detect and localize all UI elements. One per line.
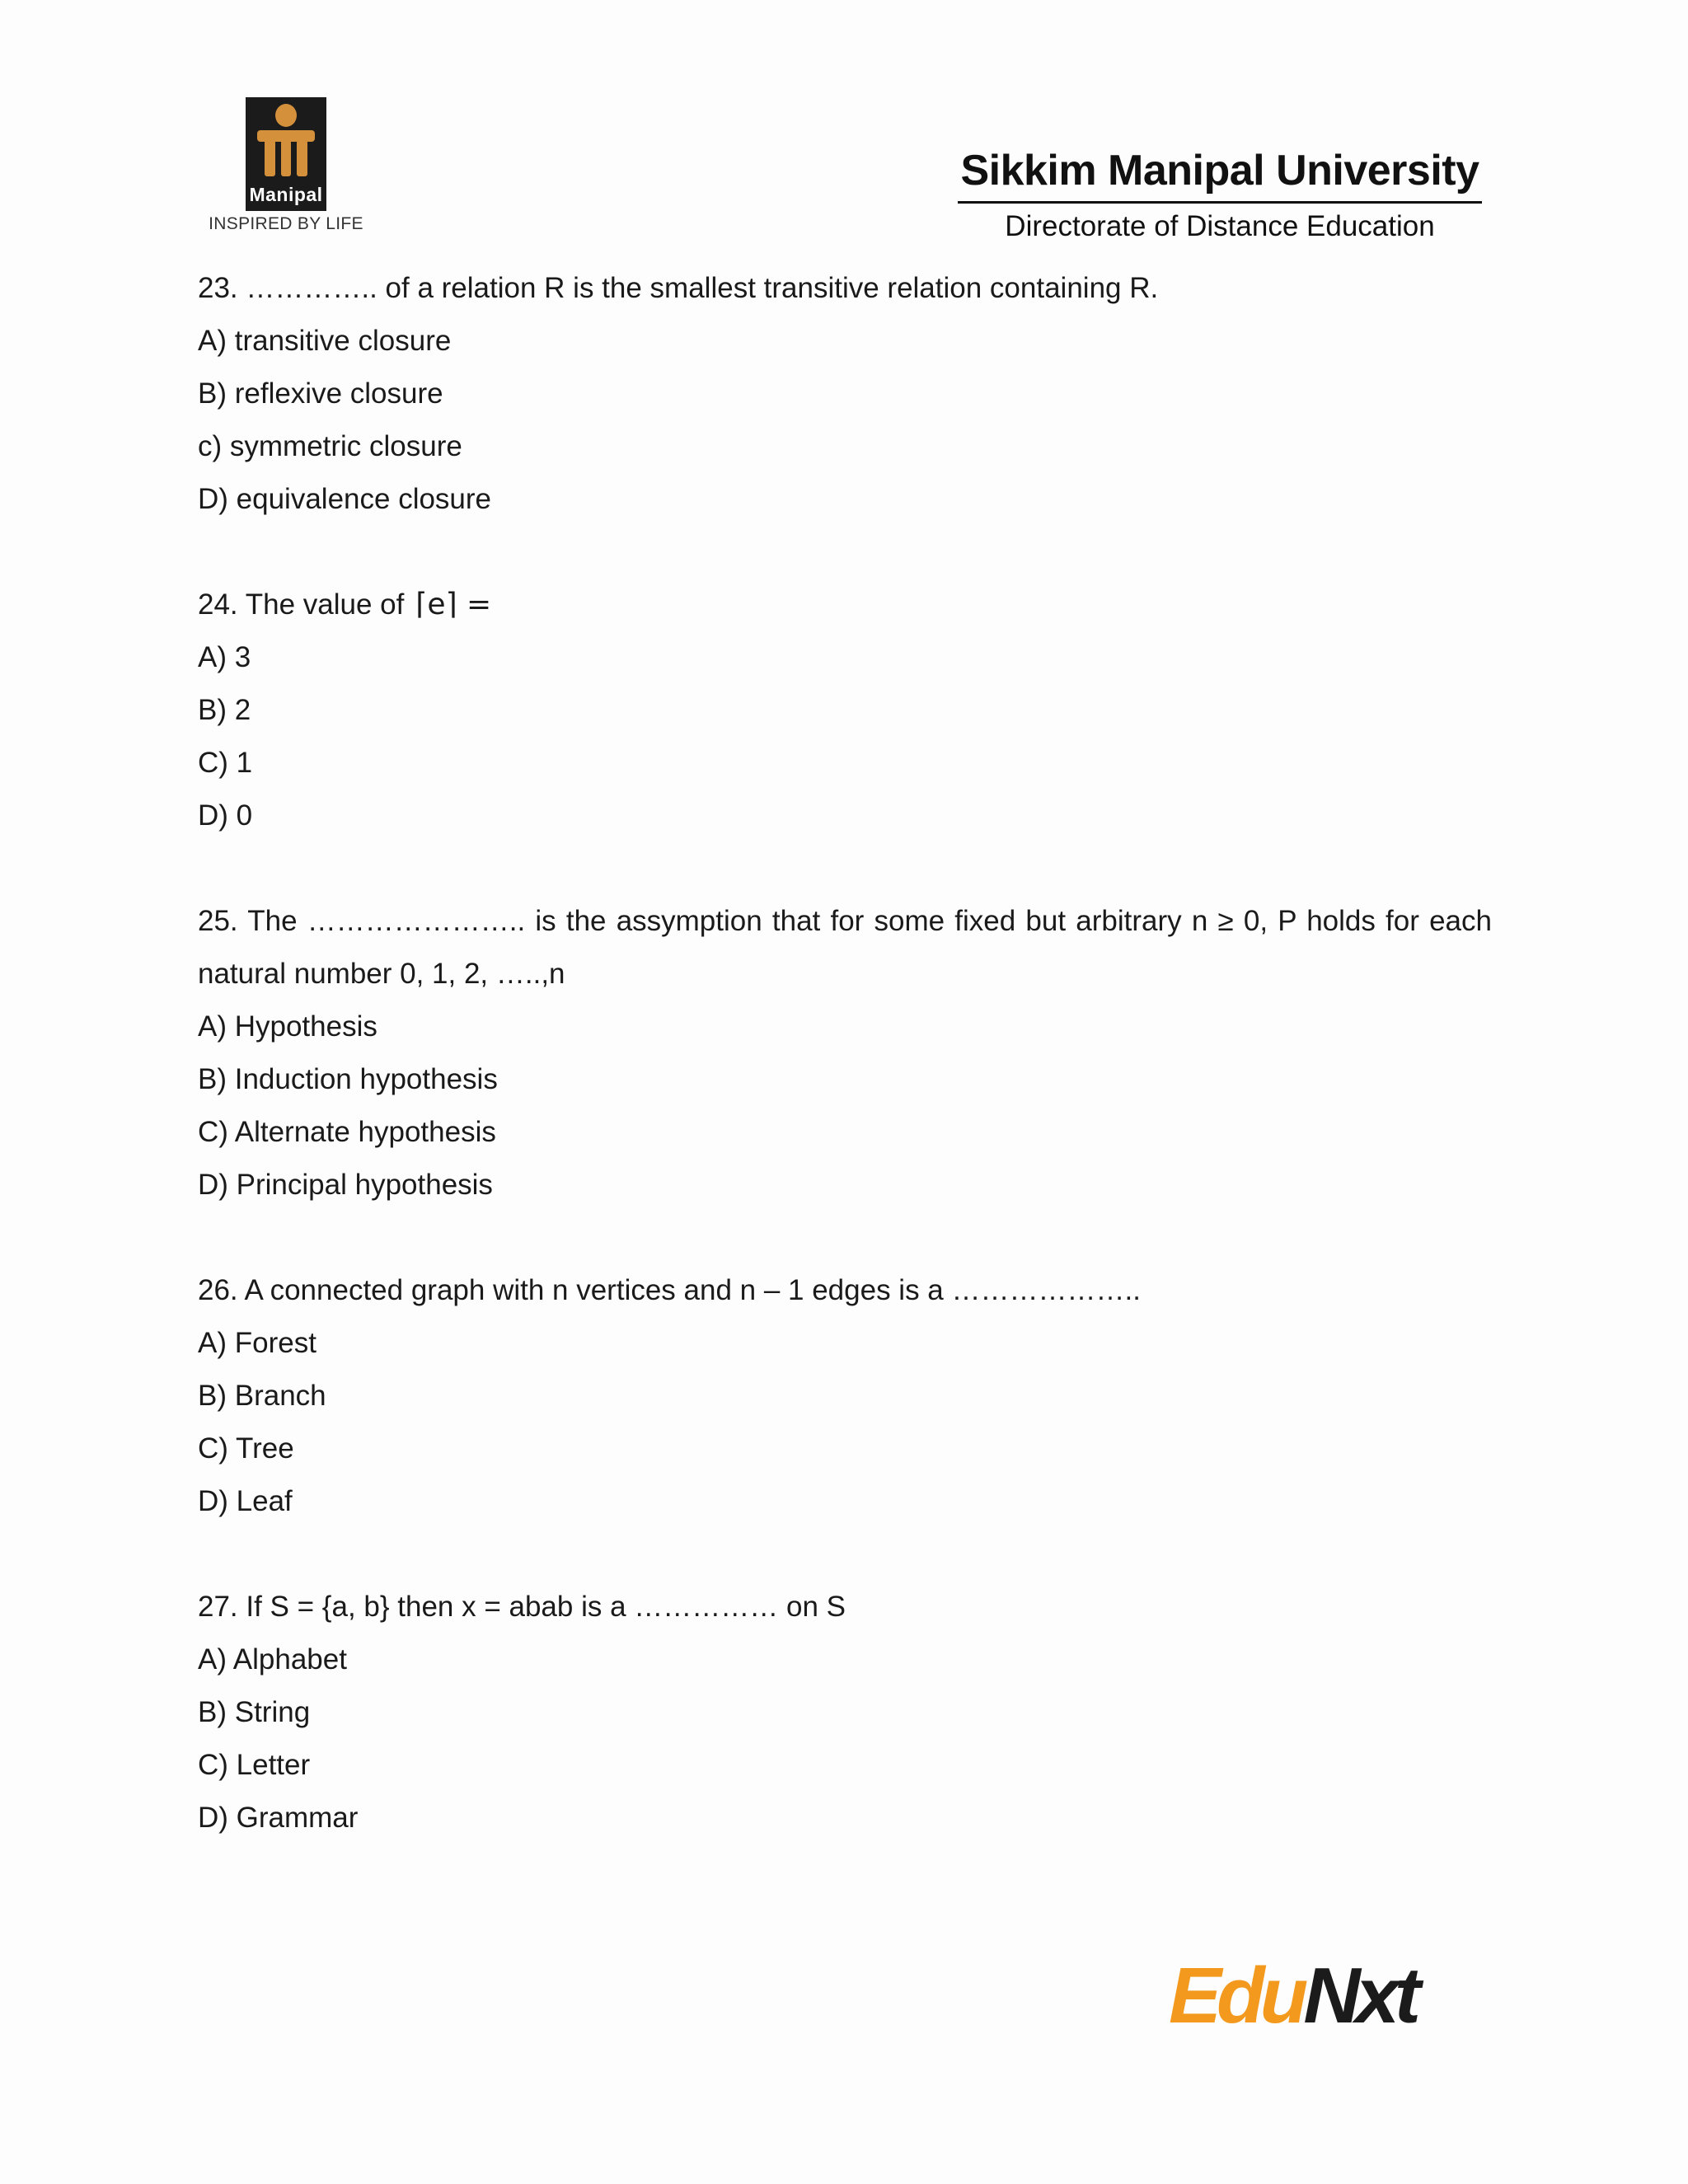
option-b: B) 2 xyxy=(198,694,251,726)
ceiling-expression: ⌈e⌉ = xyxy=(415,588,492,621)
question-text: 25. The ………………….. is the assymption that for some fixed but arbitrary n ≥ 0, P holds for each natural number 0, 1, 2, …..,n xyxy=(198,905,1492,990)
question-list xyxy=(198,262,1492,1897)
question-text-prefix: 24. The value of xyxy=(198,588,405,621)
option-d: D) Grammar xyxy=(198,1802,359,1834)
option-a: A) 3 xyxy=(198,641,251,673)
question-text: 27. If S = {a, b} then x = abab is a …………… on S xyxy=(198,1591,846,1623)
option-b: B) Branch xyxy=(198,1380,326,1412)
option-b: B) String xyxy=(198,1696,311,1728)
question-27 xyxy=(198,1581,1492,1844)
question-26 xyxy=(198,1264,1492,1528)
question-text: 23. ………….. of a relation R is the smallest transitive relation containing R. xyxy=(198,272,1159,304)
option-c: C) 1 xyxy=(198,747,253,779)
option-c: C) Letter xyxy=(198,1749,311,1781)
university-header xyxy=(956,145,1484,243)
manipal-logo xyxy=(199,97,373,234)
option-d: D) equivalence closure xyxy=(198,483,492,515)
option-a: A) Forest xyxy=(198,1327,316,1359)
option-b: B) Induction hypothesis xyxy=(198,1063,498,1095)
option-a: A) Alphabet xyxy=(198,1643,347,1675)
university-subtitle: Directorate of Distance Education xyxy=(1005,210,1435,242)
question-24 xyxy=(198,579,1492,842)
question-text xyxy=(198,579,1492,631)
manipal-logo-mark xyxy=(246,97,326,211)
option-b: B) reflexive closure xyxy=(198,377,443,410)
option-c: c) symmetric closure xyxy=(198,430,462,462)
question-23 xyxy=(198,262,1492,526)
option-d: D) Principal hypothesis xyxy=(198,1169,493,1201)
edunext-logo xyxy=(1169,1952,1416,2040)
edunext-logo-next: Nxt xyxy=(1303,1952,1416,2040)
option-a: A) transitive closure xyxy=(198,325,452,357)
university-name: Sikkim Manipal University xyxy=(960,147,1479,194)
option-d: D) Leaf xyxy=(198,1485,293,1517)
option-c: C) Tree xyxy=(198,1432,294,1465)
logo-wordmark: Manipal xyxy=(249,184,323,205)
edunext-logo-edu: Edu xyxy=(1169,1952,1304,2040)
logo-tagline: INSPIRED BY LIFE xyxy=(209,214,363,233)
question-text: 26. A connected graph with n vertices and n – 1 edges is a ……………….. xyxy=(198,1274,1141,1306)
option-c: C) Alternate hypothesis xyxy=(198,1116,496,1148)
option-a: A) Hypothesis xyxy=(198,1010,377,1043)
header-divider xyxy=(958,201,1482,204)
question-25 xyxy=(198,895,1492,1212)
option-d: D) 0 xyxy=(198,799,253,832)
